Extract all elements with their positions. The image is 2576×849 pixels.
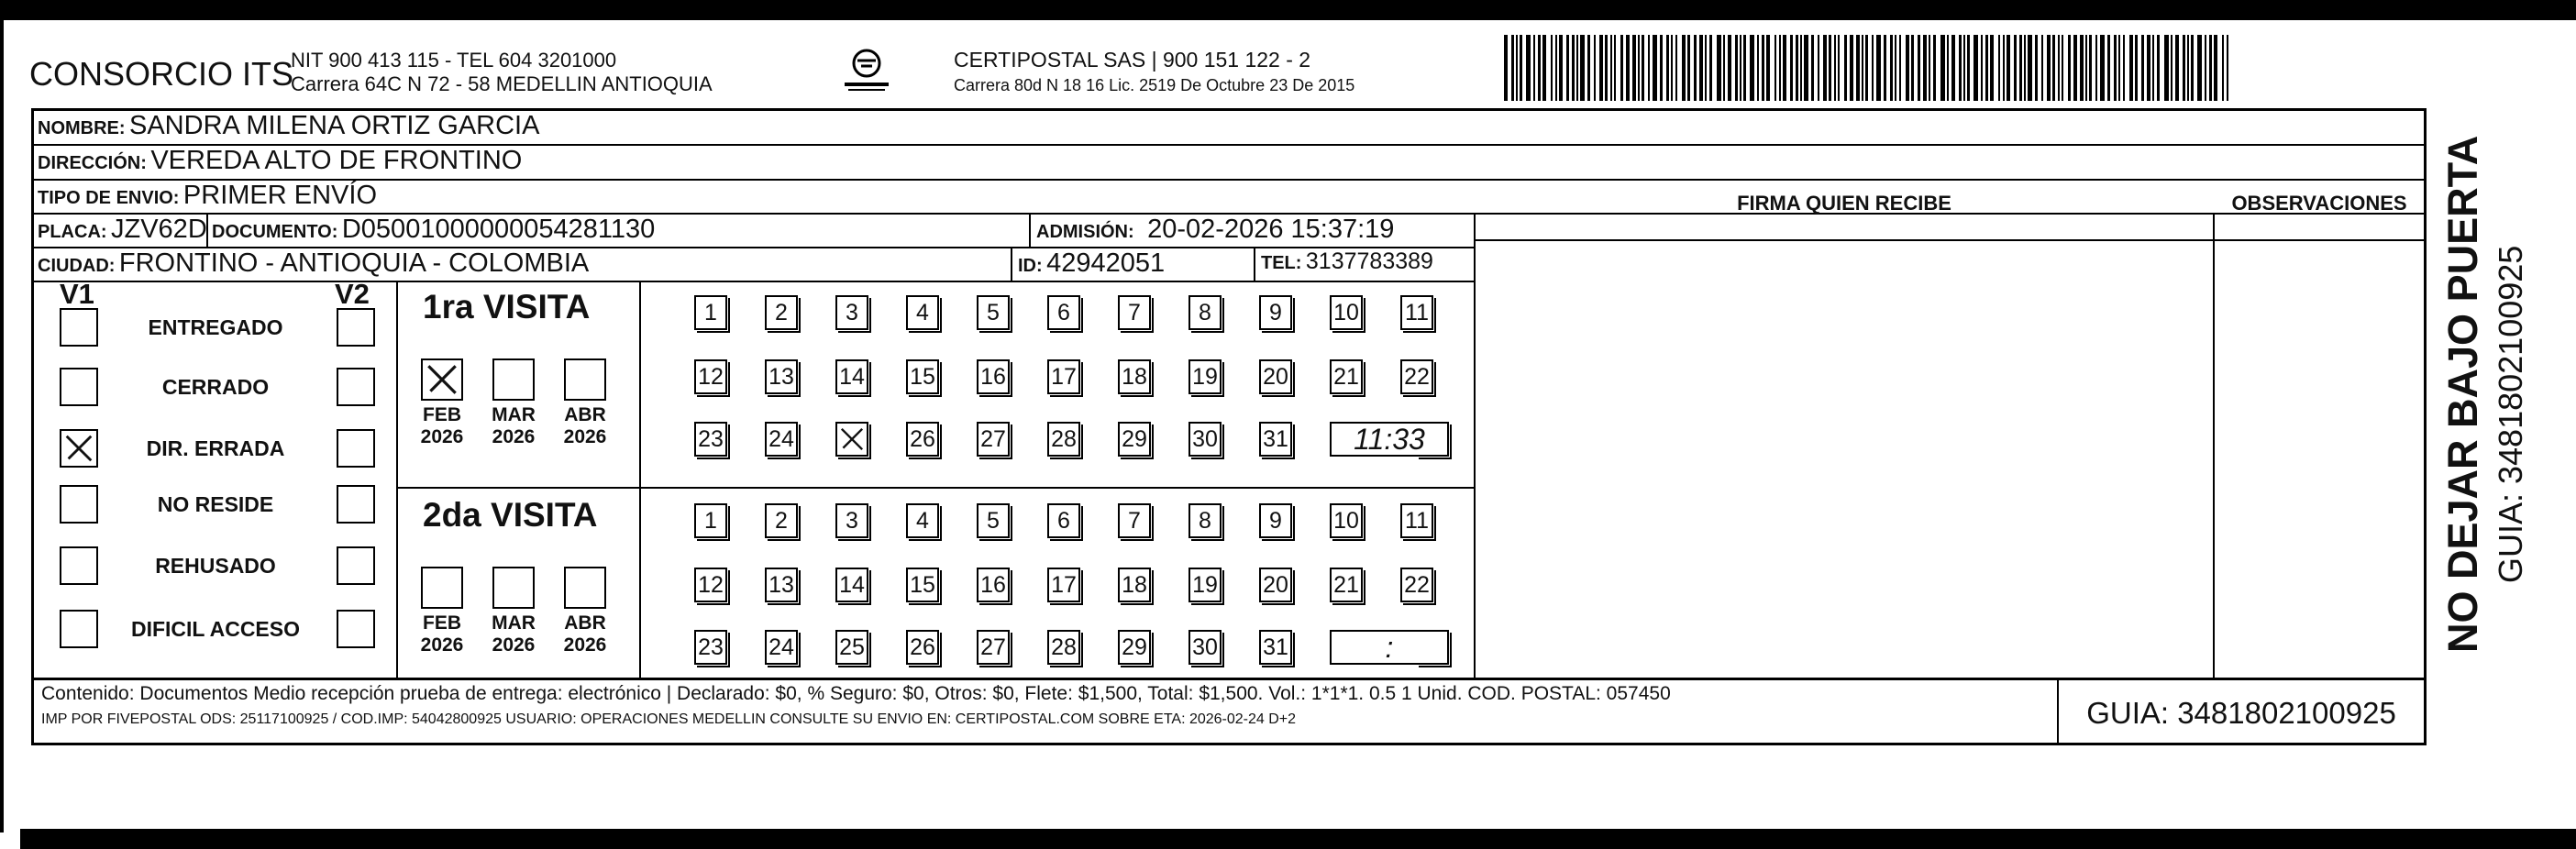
admission-field xyxy=(1036,215,1394,245)
month-checkbox[interactable] xyxy=(564,358,606,401)
carrier-license: Carrera 80d N 18 16 Lic. 2519 De Octubre 23 De 2015 xyxy=(954,76,1355,94)
status-v2-checkbox[interactable] xyxy=(337,610,375,648)
barcode-bar xyxy=(1542,35,1546,101)
barcode-bar xyxy=(1818,35,1819,101)
day-box[interactable]: 16 xyxy=(977,568,1010,602)
barcode-bar xyxy=(2214,35,2217,101)
status-label: CERRADO xyxy=(161,375,270,399)
barcode-bar xyxy=(1723,35,1725,101)
barcode-bar xyxy=(1610,35,1612,101)
month-label: MAR 2026 xyxy=(492,404,536,447)
barcode-bar xyxy=(2058,35,2060,101)
barcode-bar xyxy=(1911,35,1914,101)
month-checkbox[interactable] xyxy=(421,358,463,401)
barcode-bar xyxy=(2089,35,2092,101)
day-box[interactable] xyxy=(835,422,868,457)
barcode-bar xyxy=(1918,35,1920,101)
day-box[interactable]: 12 xyxy=(694,359,727,394)
barcode-bar xyxy=(1750,35,1754,101)
barcode-bar xyxy=(1632,35,1636,101)
footer-guide: GUIA: 3481802100925 xyxy=(2086,696,2396,730)
day-box[interactable]: 14 xyxy=(835,359,868,394)
barcode-bar xyxy=(1555,35,1557,101)
day-box[interactable]: 1 xyxy=(694,295,727,330)
barcode-bar xyxy=(2107,35,2110,101)
barcode-bar xyxy=(1967,35,1970,101)
shipment-type-label: TIPO DE ENVIO: xyxy=(38,188,180,208)
barcode-bar xyxy=(2147,35,2150,101)
barcode-bar xyxy=(1504,35,1508,101)
barcode-bar xyxy=(2007,35,2010,101)
barcode-bar xyxy=(2171,35,2172,101)
status-v2-checkbox[interactable] xyxy=(337,485,375,524)
barcode-bar xyxy=(1850,35,1853,101)
barcode-bar xyxy=(2152,35,2154,101)
barcode-bar xyxy=(1699,35,1703,101)
barcode-bar xyxy=(1576,35,1578,101)
visit-title: 2da VISITA xyxy=(423,496,598,534)
barcode-bar xyxy=(1933,35,1936,101)
day-box[interactable]: 29 xyxy=(1118,422,1151,457)
day-box[interactable]: 1 xyxy=(694,503,727,538)
barcode-bar xyxy=(1687,35,1690,101)
barcode-bar xyxy=(1599,35,1603,101)
barcode-bar xyxy=(2123,35,2125,101)
signature-area[interactable] xyxy=(1477,243,2211,676)
month-label: MAR 2026 xyxy=(492,612,536,656)
barcode-bar xyxy=(2073,35,2077,101)
shipment-type-field xyxy=(38,181,377,211)
company-address: Carrera 64C N 72 - 58 MEDELLIN ANTIOQUIA xyxy=(291,72,713,95)
day-box[interactable]: 4 xyxy=(906,503,939,538)
barcode-bar xyxy=(1566,35,1569,101)
barcode-bar xyxy=(2227,35,2228,101)
barcode-bar xyxy=(1800,35,1802,101)
day-box[interactable]: 8 xyxy=(1188,503,1222,538)
barcode-bar xyxy=(2222,35,2224,101)
month-checkbox[interactable] xyxy=(492,358,535,401)
month-label: FEB 2026 xyxy=(420,612,464,656)
city-field xyxy=(38,248,589,279)
day-box[interactable]: 29 xyxy=(1118,630,1151,665)
barcode-bar xyxy=(2209,35,2212,101)
barcode-bar xyxy=(1559,35,1563,101)
barcode-bar xyxy=(1923,35,1927,101)
day-box[interactable]: 4 xyxy=(906,295,939,330)
barcode-bar xyxy=(1626,35,1630,101)
plate-field xyxy=(38,215,207,245)
barcode-bar xyxy=(2014,35,2017,101)
barcode-bar xyxy=(1811,35,1814,101)
day-box[interactable]: 28 xyxy=(1047,422,1080,457)
admission-value: 20-02-2026 15:37:19 xyxy=(1147,215,1395,244)
address-label: DIRECCIÓN: xyxy=(38,153,147,173)
day-box[interactable]: 18 xyxy=(1118,359,1151,394)
month-checkbox[interactable] xyxy=(421,567,463,609)
barcode-bar xyxy=(1779,35,1781,101)
barcode-bar xyxy=(1605,35,1608,101)
barcode-bar xyxy=(1981,35,1983,101)
plate-value: JZV62D xyxy=(111,215,207,244)
barcode-bar xyxy=(2028,35,2032,101)
day-box[interactable]: 13 xyxy=(765,359,798,394)
bottom-border xyxy=(20,829,2576,849)
top-border xyxy=(0,0,2576,20)
barcode-bar xyxy=(1705,35,1707,101)
visit-title: 1ra VISITA xyxy=(423,288,591,325)
day-box[interactable]: 18 xyxy=(1118,568,1151,602)
signature-header: FIRMA QUIEN RECIBE xyxy=(1737,192,1951,215)
no-under-door-warning: NO DEJAR BAJO PUERTA xyxy=(2439,135,2486,653)
barcode-bar xyxy=(2100,35,2105,101)
day-box[interactable]: 3 xyxy=(835,295,868,330)
barcode-bar xyxy=(1796,35,1798,101)
day-box[interactable]: 28 xyxy=(1047,630,1080,665)
barcode-bar xyxy=(1717,35,1721,101)
day-box[interactable]: 31 xyxy=(1259,630,1292,665)
day-box[interactable]: 2 xyxy=(765,503,798,538)
barcode-bar xyxy=(1895,35,1896,101)
barcode-bar xyxy=(2035,35,2038,101)
tel-value: 3137783389 xyxy=(1305,248,1433,274)
barcode-bar xyxy=(2085,35,2087,101)
admission-label: ADMISIÓN: xyxy=(1036,222,1134,242)
barcode-bar xyxy=(1985,35,1988,101)
barcode-bar xyxy=(1671,35,1673,101)
barcode-bar xyxy=(1572,35,1575,101)
day-box[interactable]: 8 xyxy=(1188,295,1222,330)
tel-label: TEL: xyxy=(1261,253,1302,273)
day-box[interactable]: 5 xyxy=(977,295,1010,330)
barcode-bar xyxy=(2003,35,2005,101)
side-guide: GUIA: 3481802100925 xyxy=(2492,245,2529,583)
barcode-bar xyxy=(1823,35,1827,101)
barcode-bar xyxy=(1757,35,1759,101)
address-field xyxy=(38,146,522,176)
day-box[interactable]: 2 xyxy=(765,295,798,330)
day-box[interactable]: 20 xyxy=(1259,568,1292,602)
barcode-bar xyxy=(1790,35,1793,101)
status-v2-checkbox[interactable] xyxy=(337,429,375,468)
status-v1-checkbox[interactable] xyxy=(60,485,98,524)
day-box[interactable]: 26 xyxy=(906,422,939,457)
id-label: ID: xyxy=(1018,256,1043,276)
barcode-bar xyxy=(1774,35,1776,101)
day-box[interactable]: 6 xyxy=(1047,295,1080,330)
month-label: FEB 2026 xyxy=(420,404,464,447)
name-field xyxy=(38,111,539,141)
status-v1-checkbox[interactable] xyxy=(60,368,98,406)
barcode-bar xyxy=(1587,35,1590,101)
company-nit: NIT 900 413 115 - TEL 604 3201000 xyxy=(291,49,617,72)
day-box[interactable]: 9 xyxy=(1259,295,1292,330)
barcode-bar xyxy=(2141,35,2144,101)
barcode-bar xyxy=(1947,35,1949,101)
day-box[interactable]: 23 xyxy=(694,422,727,457)
day-box[interactable]: 22 xyxy=(1400,359,1433,394)
barcode-bar xyxy=(1533,35,1535,101)
day-box[interactable]: 26 xyxy=(906,630,939,665)
barcode-bar xyxy=(2129,35,2133,101)
barcode-bar xyxy=(1520,35,1522,101)
company-name: CONSORCIO ITS xyxy=(29,55,294,93)
barcode-bar xyxy=(1580,35,1585,101)
barcode-bar xyxy=(2019,35,2022,101)
barcode-bar xyxy=(1862,35,1863,101)
barcode-bar xyxy=(1594,35,1596,101)
barcode-bar xyxy=(1929,35,1930,101)
barcode-bar xyxy=(1906,35,1909,101)
barcode-bar xyxy=(1694,35,1697,101)
status-label: DIFICIL ACCESO xyxy=(130,617,300,641)
status-v2-checkbox[interactable] xyxy=(337,546,375,585)
day-box[interactable]: 9 xyxy=(1259,503,1292,538)
barcode-bar xyxy=(1614,35,1616,101)
barcode-bar xyxy=(1526,35,1531,101)
barcode-bar xyxy=(1990,35,1994,101)
day-box[interactable]: 7 xyxy=(1118,503,1151,538)
shipment-type-value: PRIMER ENVÍO xyxy=(182,181,378,210)
status-label: REHUSADO xyxy=(155,554,276,578)
day-box[interactable]: 3 xyxy=(835,503,868,538)
barcode-bar xyxy=(1838,35,1840,101)
barcode-bar xyxy=(1538,35,1541,101)
status-v2-checkbox[interactable] xyxy=(337,368,375,406)
barcode-bar xyxy=(2095,35,2097,101)
footer-print-info: IMP POR FIVEPOSTAL ODS: 25117100925 / COD.IMP: 54042800925 USUARIO: OPERACIONES MEDELLIN CONSULTE SU ENVIO EN: CERTIPOSTAL.COM SOBRE ETA: 2026-02-24 D+2 xyxy=(41,711,1297,727)
day-box[interactable]: 15 xyxy=(906,359,939,394)
status-v2-checkbox[interactable] xyxy=(337,308,375,347)
document-field xyxy=(212,215,655,245)
barcode-bar xyxy=(1829,35,1831,101)
barcode-bar xyxy=(2024,35,2026,101)
day-box[interactable]: 22 xyxy=(1400,568,1433,602)
day-box[interactable]: 27 xyxy=(977,630,1010,665)
barcode-bar xyxy=(2118,35,2120,101)
barcode-bar xyxy=(1762,35,1764,101)
month-checkbox[interactable] xyxy=(564,567,606,609)
barcode-bar xyxy=(2187,35,2189,101)
barcode-bar xyxy=(2041,35,2043,101)
barcode-bar xyxy=(1682,35,1686,101)
day-box[interactable]: 16 xyxy=(977,359,1010,394)
barcode-bar xyxy=(2114,35,2117,101)
barcode-bar xyxy=(2062,35,2063,101)
barcode-bar xyxy=(1884,35,1886,101)
day-box[interactable]: 24 xyxy=(765,422,798,457)
day-box[interactable]: 14 xyxy=(835,568,868,602)
status-v1-checkbox[interactable] xyxy=(60,546,98,585)
status-v1-checkbox[interactable] xyxy=(60,308,98,347)
barcode-bar xyxy=(1856,35,1860,101)
barcode-bar xyxy=(1876,35,1881,101)
day-box[interactable]: 30 xyxy=(1188,630,1222,665)
barcode-bar xyxy=(2052,35,2055,101)
barcode-bar xyxy=(2197,35,2202,101)
day-box[interactable]: 15 xyxy=(906,568,939,602)
day-box[interactable]: 25 xyxy=(835,630,868,665)
visit-time-box[interactable]: 11:33 xyxy=(1330,422,1449,457)
day-box[interactable]: 10 xyxy=(1330,503,1363,538)
barcode xyxy=(1504,35,2243,101)
barcode-bar xyxy=(1735,35,1738,101)
barcode-bar xyxy=(1959,35,1962,101)
certipostal-logo xyxy=(839,48,894,94)
day-box[interactable]: 24 xyxy=(765,630,798,665)
barcode-bar xyxy=(2157,35,2160,101)
barcode-bar xyxy=(2135,35,2138,101)
barcode-bar xyxy=(2164,35,2169,101)
delivery-form xyxy=(31,108,2427,745)
city-value: FRONTINO - ANTIOQUIA - COLOMBIA xyxy=(118,248,590,278)
barcode-bar xyxy=(1709,35,1712,101)
city-label: CIUDAD: xyxy=(38,256,116,276)
v2-label: V2 xyxy=(335,278,370,310)
barcode-bar xyxy=(1890,35,1893,101)
barcode-bar xyxy=(1973,35,1978,101)
day-box[interactable]: 7 xyxy=(1118,295,1151,330)
barcode-bar xyxy=(1743,35,1746,101)
barcode-bar xyxy=(2191,35,2194,101)
barcode-bar xyxy=(1648,35,1650,101)
day-box[interactable]: 12 xyxy=(694,568,727,602)
carrier-name: CERTIPOSTAL SAS | 900 151 122 - 2 xyxy=(954,48,1311,72)
day-box[interactable]: 27 xyxy=(977,422,1010,457)
status-label: NO RESIDE xyxy=(157,492,274,516)
day-box[interactable]: 11 xyxy=(1400,295,1433,330)
month-checkbox[interactable] xyxy=(492,567,535,609)
status-label: ENTREGADO xyxy=(148,315,283,339)
visit-time-box[interactable]: : xyxy=(1330,630,1449,665)
observations-area[interactable] xyxy=(2217,243,2422,676)
barcode-bar xyxy=(1666,35,1669,101)
barcode-bar xyxy=(1516,35,1518,101)
day-box[interactable]: 10 xyxy=(1330,295,1363,330)
footer-contents: Contenido: Documentos Medio recepción prueba de entrega: electrónico | Declarado: $0, % Seguro: $0, Otros: $0, Flete: $1,500, Total: $1,500. Vol.: 1*1*1. 0.5 1 Unid. COD. POSTAL: 057450 xyxy=(41,683,1671,704)
day-box[interactable]: 20 xyxy=(1259,359,1292,394)
barcode-bar xyxy=(2068,35,2071,101)
barcode-bar xyxy=(1844,35,1847,101)
name-label: NOMBRE: xyxy=(38,118,126,138)
barcode-bar xyxy=(1834,35,1836,101)
barcode-bar xyxy=(2183,35,2185,101)
id-field xyxy=(1018,248,1165,279)
day-box[interactable]: 21 xyxy=(1330,359,1363,394)
day-box[interactable]: 23 xyxy=(694,630,727,665)
barcode-bar xyxy=(1783,35,1786,101)
barcode-bar xyxy=(1620,35,1623,101)
left-border xyxy=(0,17,4,832)
barcode-bar xyxy=(1766,35,1770,101)
name-value: SANDRA MILENA ORTIZ GARCIA xyxy=(129,111,540,140)
barcode-bar xyxy=(2175,35,2179,101)
day-box[interactable]: 17 xyxy=(1047,359,1080,394)
barcode-bar xyxy=(2080,35,2084,101)
barcode-bar xyxy=(1660,35,1663,101)
day-box[interactable]: 5 xyxy=(977,503,1010,538)
observations-header: OBSERVACIONES xyxy=(2231,192,2407,215)
barcode-bar xyxy=(1740,35,1741,101)
barcode-bar xyxy=(1804,35,1808,101)
status-v1-checkbox[interactable] xyxy=(60,610,98,648)
barcode-bar xyxy=(1642,35,1644,101)
day-box[interactable]: 6 xyxy=(1047,503,1080,538)
barcode-bar xyxy=(1653,35,1657,101)
status-v1-checkbox[interactable] xyxy=(60,429,98,468)
barcode-bar xyxy=(1963,35,1965,101)
day-box[interactable]: 21 xyxy=(1330,568,1363,602)
barcode-bar xyxy=(1940,35,1945,101)
month-label: ABR 2026 xyxy=(563,612,607,656)
barcode-bar xyxy=(1998,35,2000,101)
day-box[interactable]: 11 xyxy=(1400,503,1433,538)
barcode-bar xyxy=(1638,35,1640,101)
barcode-bar xyxy=(2047,35,2051,101)
document-label: DOCUMENTO: xyxy=(212,222,338,242)
barcode-bar xyxy=(2205,35,2206,101)
day-box[interactable]: 31 xyxy=(1259,422,1292,457)
day-box[interactable]: 19 xyxy=(1188,568,1222,602)
day-box[interactable]: 13 xyxy=(765,568,798,602)
day-box[interactable]: 19 xyxy=(1188,359,1222,394)
barcode-bar xyxy=(1511,35,1514,101)
document-value: D05001000000054281130 xyxy=(341,215,656,244)
barcode-bar xyxy=(1865,35,1868,101)
barcode-bar xyxy=(1675,35,1677,101)
plate-label: PLACA: xyxy=(38,222,107,242)
id-value: 42942051 xyxy=(1046,248,1166,278)
barcode-bar xyxy=(1872,35,1874,101)
v1-label: V1 xyxy=(60,278,94,310)
tel-field xyxy=(1261,248,1433,275)
barcode-bar xyxy=(1951,35,1955,101)
day-box[interactable]: 17 xyxy=(1047,568,1080,602)
status-label: DIR. ERRADA xyxy=(146,436,285,460)
month-label: ABR 2026 xyxy=(563,404,607,447)
barcode-bar xyxy=(1551,35,1553,101)
day-box[interactable]: 30 xyxy=(1188,422,1222,457)
barcode-bar xyxy=(1899,35,1901,101)
barcode-bar xyxy=(1728,35,1731,101)
address-value: VEREDA ALTO DE FRONTINO xyxy=(150,146,523,175)
